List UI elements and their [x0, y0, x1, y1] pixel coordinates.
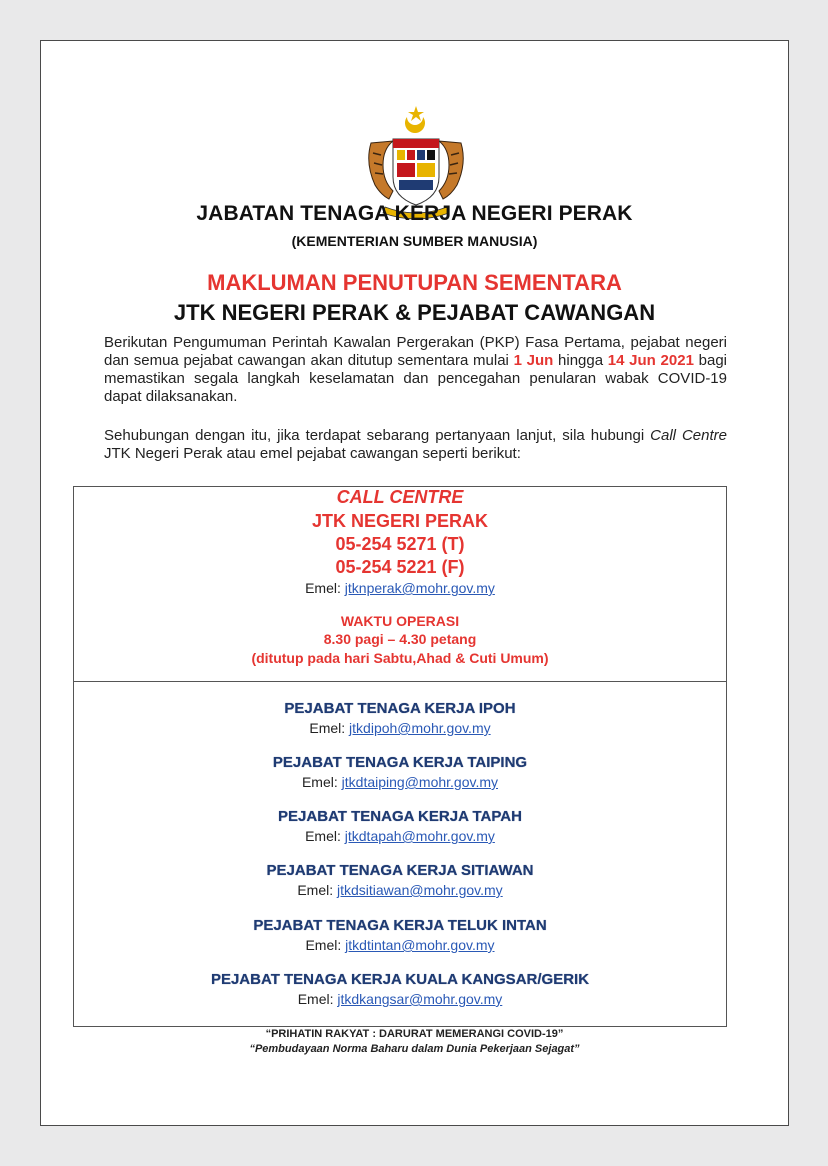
office-item-ipoh	[74, 700, 726, 736]
email-label: Emel:	[305, 580, 345, 596]
office-email-line	[74, 828, 726, 844]
office-email-link[interactable]: jtkdkangsar@mohr.gov.my	[337, 991, 503, 1007]
hours-note: (ditutup pada hari Sabtu,Ahad & Cuti Umum)	[251, 650, 549, 666]
call-centre-fax: 05-254 5221 (F)	[335, 557, 465, 577]
office-email-line	[74, 720, 726, 736]
office-email-link[interactable]: jtkdipoh@mohr.gov.my	[349, 720, 491, 736]
ministry-subtitle: (KEMENTERIAN SUMBER MANUSIA)	[291, 233, 538, 249]
document-page	[40, 40, 789, 1126]
email-label: Emel:	[297, 882, 337, 898]
contact-text-part: JTK Negeri Perak atau emel pejabat cawangan seperti berikut:	[104, 445, 521, 462]
call-centre-heading: CALL CENTRE	[336, 487, 464, 507]
email-label: Emel:	[305, 937, 346, 953]
hours-heading: WAKTU OPERASI	[340, 613, 460, 629]
contact-paragraph	[104, 427, 727, 463]
contact-text-part: Sehubungan dengan itu, jika terdapat sebarang pertanyaan lanjut, sila hubungi	[104, 427, 651, 444]
office-email-line	[74, 991, 726, 1007]
call-centre-phone: 05-254 5271 (T)	[335, 534, 465, 554]
closure-text-part: bagi memastikan segala langkah keselamatan dan pencegahan penularan wabak COVID-19 dapat dilaksanakan.	[104, 352, 727, 405]
office-name: PEJABAT TENAGA KERJA TELUK INTAN	[253, 917, 547, 934]
call-centre-italic: Call Centre	[650, 427, 727, 444]
closure-end-date: 14 Jun 2021	[607, 352, 694, 369]
office-email-link[interactable]: jtkdsitiawan@mohr.gov.my	[337, 882, 503, 898]
agency-title: JABATAN TENAGA KERJA NEGERI PERAK	[196, 202, 633, 225]
office-item-sitiawan	[74, 862, 726, 898]
office-email-link[interactable]: jtkdtaiping@mohr.gov.my	[341, 774, 499, 790]
office-name: PEJABAT TENAGA KERJA IPOH	[284, 700, 516, 717]
office-item-tapah	[74, 808, 726, 844]
office-name: PEJABAT TENAGA KERJA KUALA KANGSAR/GERIK	[210, 971, 590, 988]
office-item-taiping	[74, 754, 726, 790]
call-centre-name: JTK NEGERI PERAK	[311, 511, 489, 531]
notice-title: MAKLUMAN PENUTUPAN SEMENTARA	[207, 270, 622, 295]
office-name: PEJABAT TENAGA KERJA TAPAH	[278, 808, 522, 825]
email-label: Emel:	[309, 720, 350, 736]
office-email-line	[74, 937, 726, 953]
office-item-kuala-kangsar	[74, 971, 726, 1007]
office-item-teluk-intan	[74, 917, 726, 953]
office-name: PEJABAT TENAGA KERJA TAIPING	[272, 754, 528, 771]
closure-paragraph	[104, 334, 727, 406]
contact-box	[73, 486, 727, 1027]
footer-tagline: “Pembudayaan Norma Baharu dalam Dunia Pekerjaan Sejagat”	[249, 1043, 580, 1055]
call-centre-email-line	[74, 580, 726, 596]
email-label: Emel:	[301, 774, 342, 790]
closure-text-part: Berikutan Pengumuman Perintah Kawalan Pergerakan (PKP) Fasa Pertama, pejabat negeri dan semua pejabat cawangan akan ditutup sementara mulai	[104, 334, 727, 369]
call-centre-email-link[interactable]: jtknperak@mohr.gov.my	[344, 580, 495, 596]
office-email-link[interactable]: jtkdtapah@mohr.gov.my	[344, 828, 495, 844]
office-email-link[interactable]: jtkdtintan@mohr.gov.my	[345, 937, 495, 953]
office-email-line	[74, 882, 726, 898]
closure-text-part: hingga	[553, 352, 608, 369]
office-email-line	[74, 774, 726, 790]
box-divider	[74, 681, 726, 682]
notice-subtitle: JTK NEGERI PERAK & PEJABAT CAWANGAN	[173, 300, 656, 325]
email-label: Emel:	[297, 991, 338, 1007]
office-name: PEJABAT TENAGA KERJA SITIAWAN	[266, 862, 534, 879]
footer-slogan: “PRIHATIN RAKYAT : DARURAT MEMERANGI COVID-19”	[265, 1028, 564, 1040]
closure-start-date: 1 Jun	[513, 352, 554, 369]
hours-value: 8.30 pagi – 4.30 petang	[323, 631, 477, 647]
email-label: Emel:	[305, 828, 345, 844]
